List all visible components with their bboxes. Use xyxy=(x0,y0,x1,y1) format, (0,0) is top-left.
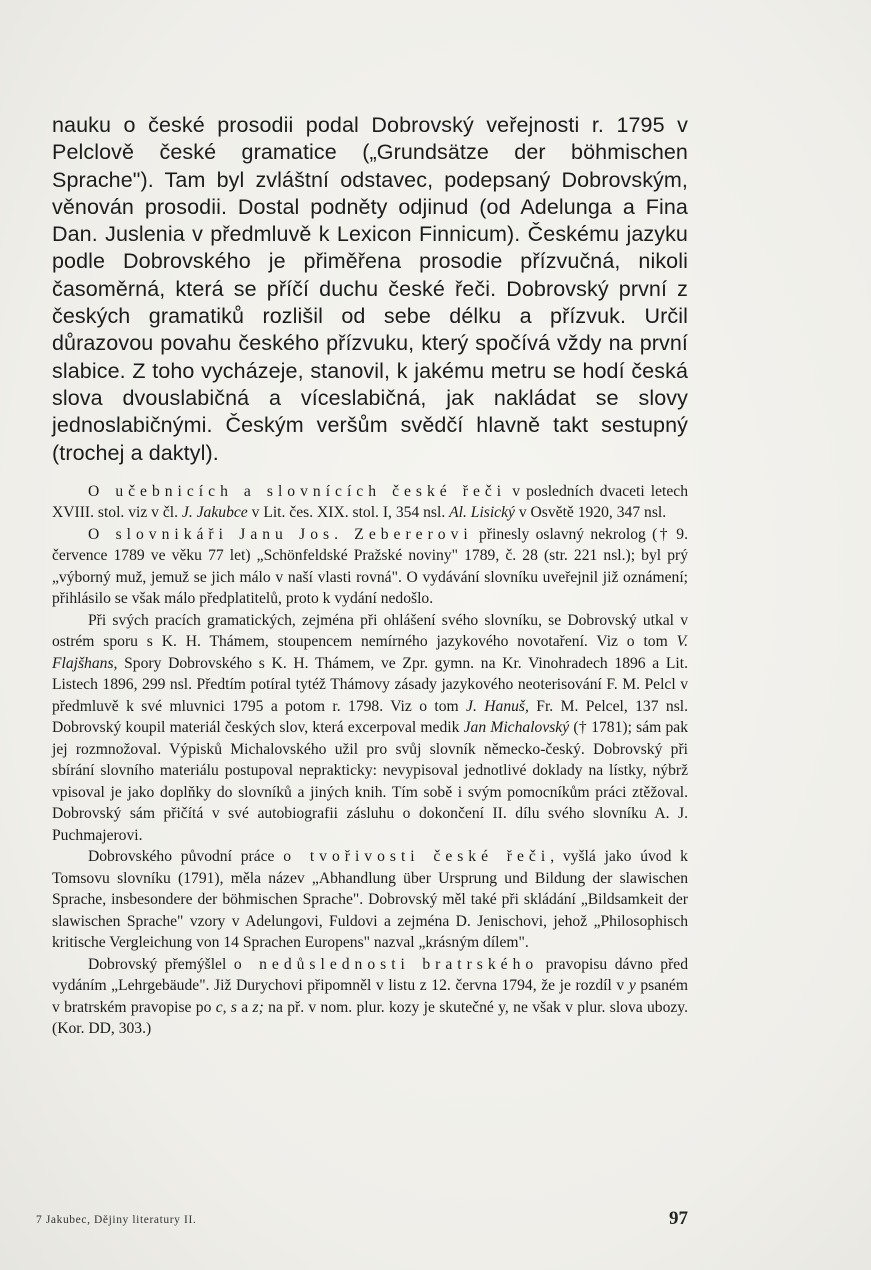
author-name: J. Hanuš, xyxy=(466,697,529,715)
note-paragraph-3 xyxy=(52,610,688,847)
note-text: přinesly oslavný nekrolog († 9. července 1789 ve věku 77 let) „Schönfeldské Pražské noviny" 1789, č. 28 (str. 221 nsl.); byl prý „výborný muž, jemuž se jich málo v naší vlasti rovná". O vydávání slovníku uveřejnil již oznámení; přihlásilo se však málo předplatitelů, proto k vydání nedošlo. xyxy=(52,525,688,608)
note-text: Dobrovský přemýšlel xyxy=(88,955,234,973)
signature-mark: 7 Jakubec, Dějiny literatury II. xyxy=(36,1214,197,1226)
note-text: psaném v bratrském pravopise po xyxy=(52,977,688,1016)
note-text: v Osvětě 1920, 347 nsl. xyxy=(514,504,667,522)
main-paragraph: nauku o české prosodii podal Dobrovský veřejnosti r. 1795 v Pelclově české gramatice („Grundsätze der böhmischen Sprache"). Tam byl zvláštní odstavec, podepsaný Dobrovským, věnován prosodii. Dostal podněty odjinud (od Adelunga a Fina Dan. Juslenia v předmluvě k Lexicon Finnicum). Českému jazyku podle Dobrovského je přiměřena prosodie přízvučná, nikoli časoměrná, která se příčí duchu české řeči. Dobrovský první z českých gramatiků rozlišil od sebe délku a přízvuk. Určil důrazovou povahu českého přízvuku, který spočívá vždy na první slabice. Z toho vycházeje, stanovil, k jakému metru se hodí česká slova dvouslabičná a víceslabičná, jak nakládat se slovy jednoslabičnými. Českým veršům svědčí hlavně takt sestupný (trochej a daktyl). xyxy=(52,113,688,465)
note-text: († 1781); sám pak jej rozmnožoval. Výpisků Michalovského užil pro svůj slovník německo-český. Dobrovský při sbírání slovního materiálu postupoval neprakticky: nevypisoval jednotlivé doklady na lístky, nýbrž vpisoval je jako doplňky do slovníků a jiných knih. Tím sobě i svým pomocníkům práci ztěžoval. Dobrovský sám přičítá v své autobiografii zásluhu o dokončení II. dílu svého slovníku A. J. Puchmajerovi. xyxy=(52,719,688,844)
note-text: Spory Dobrovského s K. H. Thámem, ve Zpr. gymn. na Kr. Vinohradech 1896 a Lit. Listech 1896, 299 nsl. Předtím potíral tytéž Thámovy zásady jazykového neoterisování F. M. Pelcl v předmluvě k své mluvnici 1795 a potom r. 1798. Viz o tom xyxy=(52,654,688,715)
page-number: 97 xyxy=(669,1208,688,1229)
note-paragraph-2 xyxy=(52,524,688,610)
letter-italic: c, s xyxy=(215,998,237,1016)
person-name: Jan Michalovský xyxy=(463,719,570,737)
author-name: Al. Lisický xyxy=(449,504,515,522)
note-text: a xyxy=(236,998,253,1016)
letter-italic: y xyxy=(628,977,636,995)
note-text: , vyšlá jako úvod k Tomsovu slovníku (1791), měla název „Abhandlung über Ursprung und Bildung der slawischen Sprache, insbesondere der böhmischen Sprache". Dobrovský měl také při skládání „Bildsamkeit der slawischen Sprache" vzory v Adelungovi, Fuldovi a zejména D. Jenischovi, jehož „Philosophisch kritische Vergleichung von 14 Sprachen Europens" nazval „krásným dílem". xyxy=(52,848,688,952)
note-paragraph-4 xyxy=(52,846,688,954)
author-name: V. Flajšhans, xyxy=(52,633,688,672)
page-body xyxy=(52,112,688,1040)
spaced-heading: O slovnikáři Janu Jos. Zebererovi xyxy=(88,525,473,543)
note-text: Při svých pracích gramatických, zejména při ohlášení svého slovníku, se Dobrovský utkal v ostrém sporu s K. H. Thámem, stoupencem nemírného jazykového novotaření. Viz o tom xyxy=(52,611,688,651)
note-text: Fr. M. Pelcel, 137 nsl. Dobrovský koupil materiál českých slov, která excerpoval medik xyxy=(52,697,689,737)
letter-italic: z; xyxy=(252,998,264,1016)
note-text: v posledních dvaceti letech XVIII. stol. viz v čl. xyxy=(52,482,688,522)
spaced-heading: O učebnicích a slovnících české řeči xyxy=(88,482,507,500)
author-name: J. Jakubce xyxy=(181,504,248,522)
note-text: pravopisu dávno před vydáním „Lehrgebäude". Již Durychovi připomněl v listu z 12. června 1794, že je rozdíl v xyxy=(52,955,689,995)
note-paragraph-1 xyxy=(52,481,688,524)
note-paragraph-5 xyxy=(52,954,688,1040)
spaced-heading: o tvořivosti české řeči xyxy=(283,848,551,866)
note-text: na př. v nom. plur. kozy je skutečné y, ne však v plur. slova ubozy. (Kor. DD, 303.) xyxy=(52,998,688,1038)
note-text: v Lit. čes. XIX. stol. I, 354 nsl. xyxy=(247,504,450,522)
note-text: Dobrovského původní práce xyxy=(88,848,284,866)
spaced-heading: o nedůslednosti bratrského xyxy=(233,955,539,973)
